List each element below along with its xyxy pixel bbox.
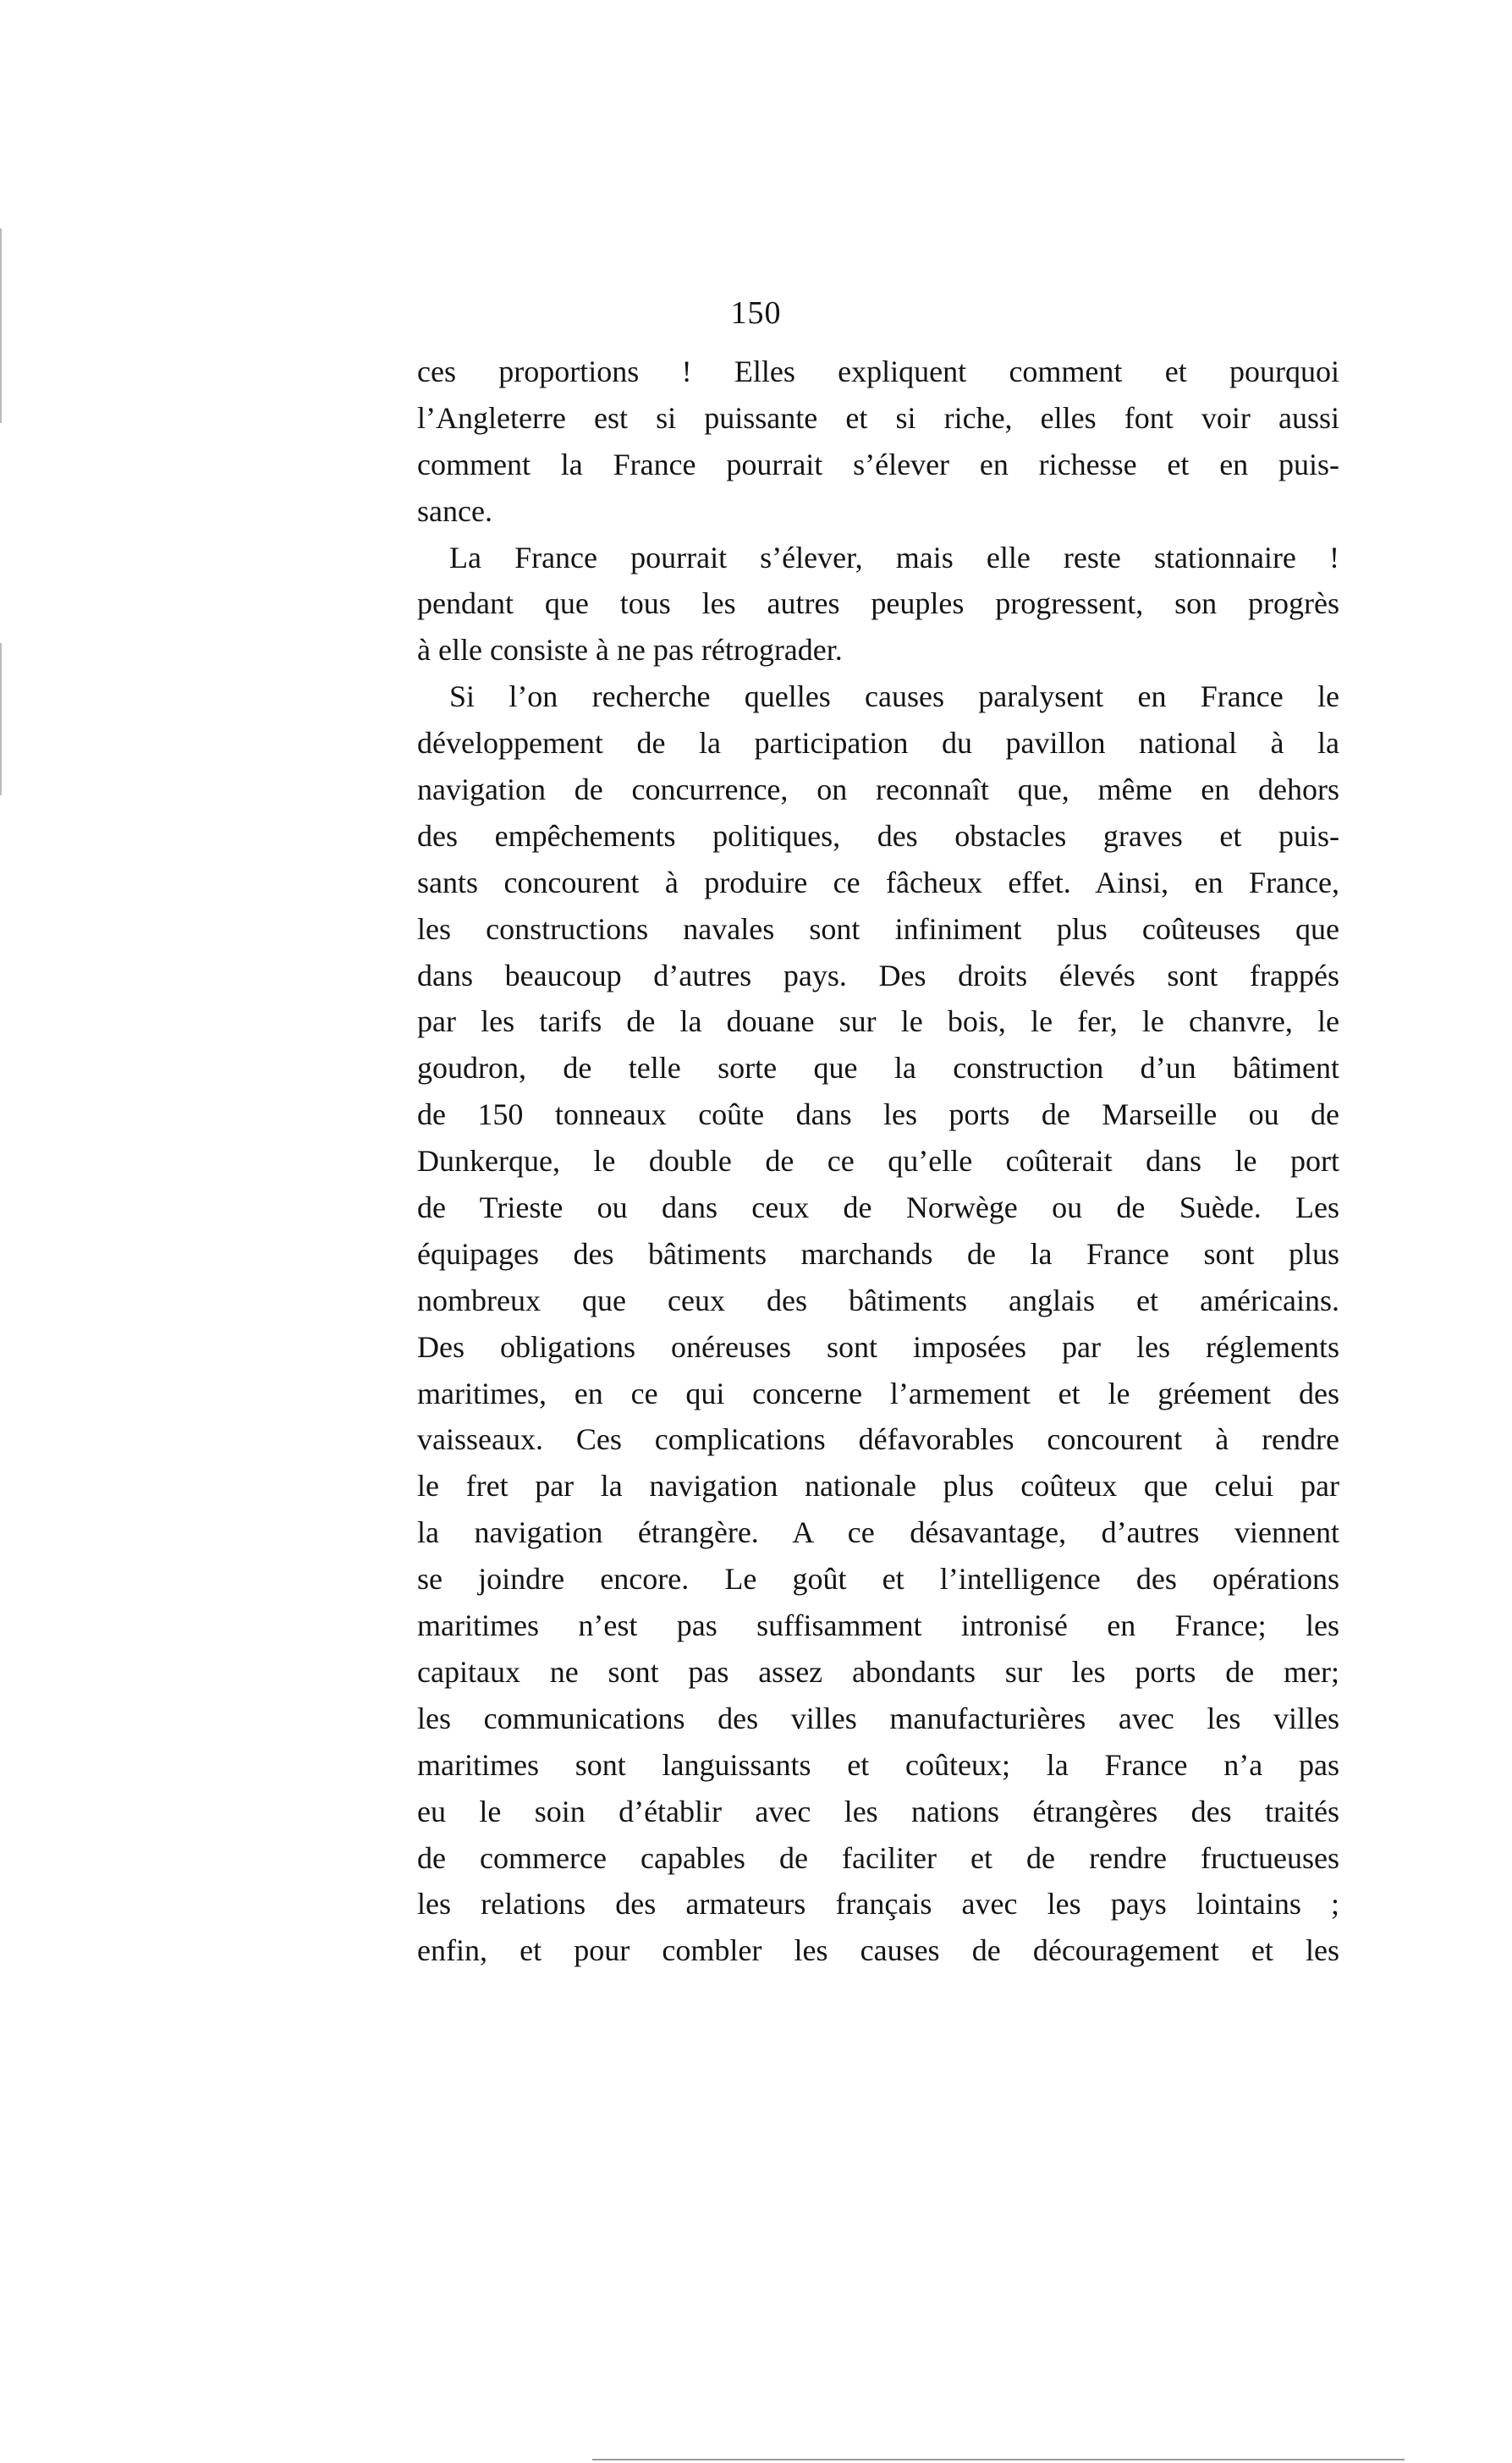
scan-bottom-edge <box>592 2459 1405 2460</box>
text-line: sance. <box>417 493 492 528</box>
text-line: goudron, de telle sorte que la construction d’un bâtiment <box>417 1051 1339 1086</box>
text-line: nombreux que ceux des bâtiments anglais et américains. <box>417 1283 1339 1317</box>
text-line: Si l’on recherche quelles causes paralysent en France le <box>449 679 1339 714</box>
text-line: développement de la participation du pavillon national à la <box>417 726 1339 761</box>
text-line: des empêchements politiques, des obstacles graves et puis- <box>417 818 1339 853</box>
text-line: La France pourrait s’élever, mais elle reste stationnaire ! <box>449 540 1339 575</box>
body-text <box>417 349 1339 1974</box>
text-line: les communications des villes manufacturières avec les villes <box>417 1701 1339 1735</box>
text-line: les constructions navales sont infiniment plus coûteuses que <box>417 911 1339 946</box>
text-line: se joindre encore. Le goût et l’intelligence des opérations <box>417 1562 1339 1597</box>
text-line: de 150 tonneaux coûte dans les ports de Marseille ou de <box>417 1097 1339 1132</box>
text-line: de commerce capables de faciliter et de rendre fructueuses <box>417 1840 1339 1875</box>
text-line: maritimes, en ce qui concerne l’armement et le gréement des <box>417 1376 1339 1410</box>
text-line: vaisseaux. Ces complications défavorables concourent à rendre <box>417 1422 1339 1457</box>
text-line: maritimes n’est pas suffisamment intronisé en France; les <box>417 1608 1339 1643</box>
page-number: 150 <box>730 295 782 331</box>
text-line: navigation de concurrence, on reconnaît que, même en dehors <box>417 772 1339 807</box>
text-line: enfin, et pour combler les causes de découragement et les <box>417 1933 1339 1968</box>
text-line: équipages des bâtiments marchands de la France sont plus <box>417 1236 1339 1271</box>
text-line: par les tarifs de la douane sur le bois, le fer, le chanvre, le <box>417 1004 1339 1039</box>
text-line: capitaux ne sont pas assez abondants sur les ports de mer; <box>417 1654 1339 1689</box>
text-line: dans beaucoup d’autres pays. Des droits élevés sont frappés <box>417 958 1339 992</box>
text-line: de Trieste ou dans ceux de Norwège ou de Suède. Les <box>417 1190 1339 1225</box>
text-line: eu le soin d’établir avec les nations étrangères des traités <box>417 1794 1339 1828</box>
text-line: la navigation étrangère. A ce désavantage, d’autres viennent <box>417 1515 1339 1550</box>
text-line: à elle consiste à ne pas rétrograder. <box>417 633 843 668</box>
scan-edge-mark <box>0 643 2 795</box>
text-line: pendant que tous les autres peuples progressent, son progrès <box>417 586 1339 621</box>
text-line: comment la France pourrait s’élever en richesse et en puis- <box>417 447 1339 481</box>
text-line: Des obligations onéreuses sont imposées par les réglements <box>417 1329 1339 1364</box>
text-line: ces proportions ! Elles expliquent comment et pourquoi <box>417 355 1339 388</box>
text-line: maritimes sont languissants et coûteux; la France n’a pas <box>417 1747 1339 1782</box>
text-line: l’Angleterre est si puissante et si riche, elles font voir aussi <box>417 400 1339 435</box>
text-line: les relations des armateurs français avec les pays lointains ; <box>417 1887 1339 1921</box>
text-line: sants concourent à produire ce fâcheux effet. Ainsi, en France, <box>417 865 1339 899</box>
text-line: Dunkerque, le double de ce qu’elle coûterait dans le port <box>417 1144 1339 1179</box>
text-line: le fret par la navigation nationale plus coûteux que celui par <box>417 1469 1339 1504</box>
